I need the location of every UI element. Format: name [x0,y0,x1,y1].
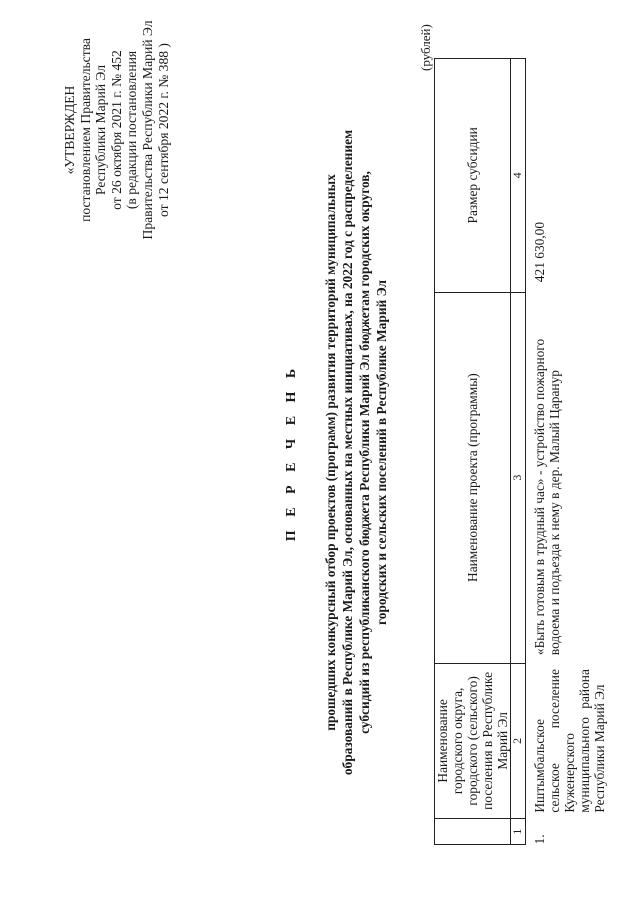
heading-line: прошедших конкурсный отбор проектов (программ) развития территорий муниципальных [323,174,338,731]
approval-line: Правительства Республики Марий Эл [139,20,155,240]
currency-unit-label: (рублей) [418,24,433,71]
approval-line: Республики Марий Эл [93,64,109,196]
approval-line: от 12 сентября 2022 г. № 388 ) [155,43,171,217]
approval-line: (в редакции постановления [124,50,140,210]
header-cell-project: Наименование проекта (программы) [435,292,511,663]
row-number: 1. [532,834,547,845]
heading-line: субсидий из республиканского бюджета Республики Марий Эл бюджетам городских округов, [357,171,372,734]
document-title: П Е Р Е Ч Е Н Ь [284,363,299,542]
table-header-row [435,59,511,845]
approval-stamp [62,15,171,245]
subsidy-table [434,58,607,845]
heading-line: образований в Республике Марий Эл, основанных на местных инициативах, на 2022 год с распределением [340,129,355,776]
column-number: 2 [511,663,526,819]
column-number-row [511,59,526,845]
heading-line: городских и сельских поселений в Республике Марий Эл [374,279,389,626]
municipality-cell: Иштымбальское сельское поселение Куженерского муниципального района Республики Марий Эл [532,669,607,813]
project-cell: «Быть готовым в трудный час» - устройство пожарного водоема и подъезда к нему в дер. Малый Царанур [532,338,562,656]
approval-line: постановлением Правительства [77,38,93,222]
header-cell-amount: Размер субсидии [435,59,511,293]
document-heading [322,80,390,825]
column-number: 1 [511,819,526,845]
column-number: 3 [511,292,526,663]
header-cell-number [435,819,511,845]
table-row [526,59,608,845]
approval-line: «УТВЕРЖДЕН [62,85,77,175]
column-number: 4 [511,59,526,293]
approval-line: от 26 октября 2021 г. № 452 [108,50,124,210]
header-cell-municipality: Наименование городского округа, городского (сельского) поселения в Республике Марий Эл [435,663,511,819]
subsidy-amount-cell: 421 630,00 [532,221,547,283]
